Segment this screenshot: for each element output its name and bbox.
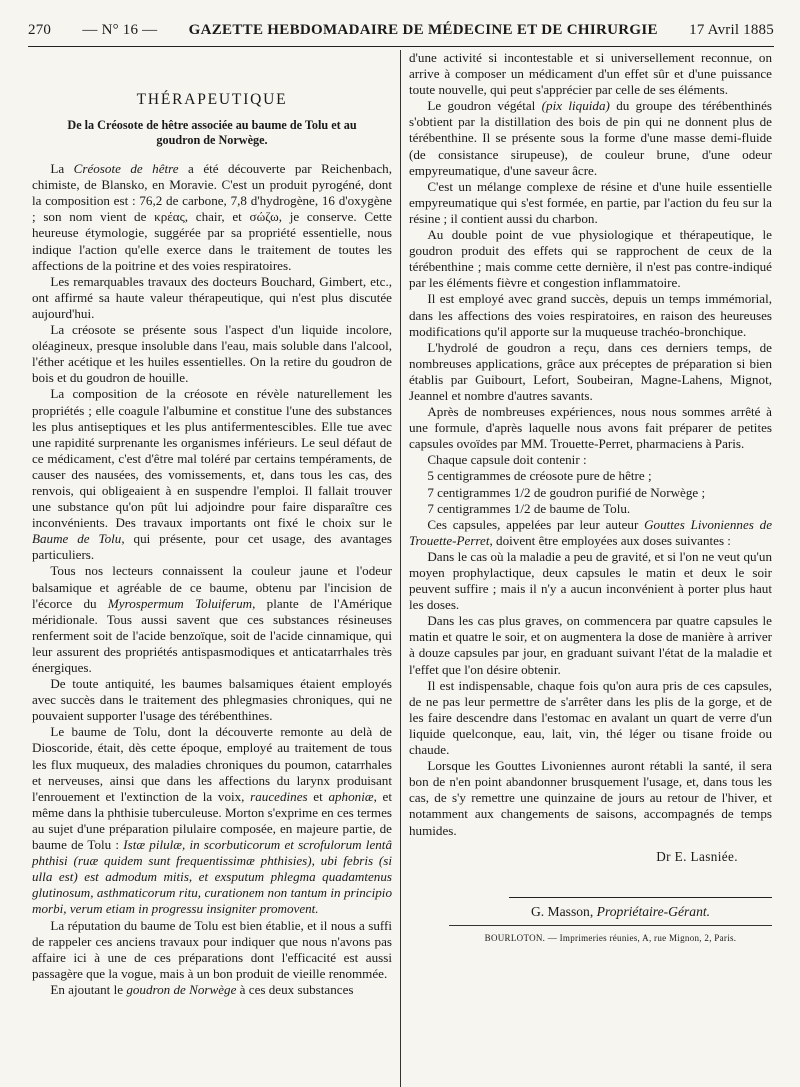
right-column-body (409, 50, 772, 839)
paragraph: Il est indispensable, chaque fois qu'on aura pris de ces capsules, de ne pas leur permettre de s'arrêter dans les plis de la gorge, et de les faire descendre dans l'estomac en avalant un quart de verre d'un liquide quelconque, eau, lait, vin, thé léger ou tisane froide ou chaude. (409, 677, 772, 758)
paragraph: L'hydrolé de goudron a reçu, dans ces derniers temps, de nombreuses applications, grâce aux préceptes de préparation si bien établis par Guibourt, Lefort, Soubeiran, Magne-Lahens, Mignot, Jeannel et nombre d'autres savants. (409, 339, 772, 403)
page-number: 270 (28, 21, 52, 38)
paragraph: La Créosote de hêtre a été découverte par Reichenbach, chimiste, de Blansko, en Moravie. C'est un produit pyrogéné, dont la composition est : 76,2 de carbone, 7,8 d'hydrogène, 16 d'oxygène ; son nom vient de κρέας, chair, et σώζω, je conserve. Cette heureuse étymologie, suggérée par sa propriété essentielle, nous indique l'action qu'elle exerce dans le traitement de toutes les affections de la poitrine et des voies respiratoires. (32, 161, 393, 273)
paragraph: Les remarquables travaux des docteurs Bouchard, Gimbert, etc., ont affirmé sa haute valeur thérapeutique, qui n'est plus discutée aujourd'hui. (32, 273, 392, 321)
article-subtitle: De la Créosote de hêtre associée au baume de Tolu et au goudron de Norwège. (67, 118, 357, 148)
printer-line: BOURLOTON. — Imprimeries réunies, A, rue Mignon, 2, Paris. (484, 932, 737, 943)
paragraph: Il est employé avec grand succès, depuis un temps immémorial, dans les affections des voies respiratoires, en raison des heureuses modifications qu'il apporte sur la muqueuse trachéo-bronchique. (409, 291, 772, 339)
right-column (401, 50, 774, 1087)
left-column-body (32, 161, 392, 998)
paragraph: Au double point de vue physiologique et thérapeutique, le goudron produit des effets qui se rapprochent de ceux de la térébenthine ; mais comme cette dernière, il n'est pas contre-indiqué par les éléments fièvre et congestion inflammatoire. (409, 227, 772, 291)
paragraph: Lorsque les Gouttes Livoniennes auront rétabli la santé, il sera bon de n'en point abandonner brusquement l'usage, et, dans tous les cas, de s'y remettre une quinzaine de jours au retour de l'hiver, et notamment aux changements de saisons, accompagnés de temps humides. (409, 758, 772, 838)
paragraph: 7 centigrammes 1/2 de goudron purifié de Norwège ; (427, 484, 706, 500)
printer-rule (449, 925, 772, 926)
section-title: THÉRAPEUTIQUE (136, 91, 288, 108)
issue-date: 17 Avril 1885 (689, 21, 774, 38)
paragraph: Tous nos lecteurs connaissent la couleur jaune et l'odeur balsamique et agréable de ce baume, obtenu par l'incision de l'écorce du Myrospermum Toluiferum, plante de l'Amérique méridionale. Tous aussi savent que ces substances résineuses renferment soit de l'acide benzoïque, soit de l'acide cinnamique, qui leur assurent des propriétés antispasmodiques et anticatarrhales très énergiques. (32, 563, 392, 675)
paragraph: C'est un mélange complexe de résine et d'une huile essentielle empyreumatique qui s'est formée, en partie, par l'action du feu sur la résine ; il contient aussi du charbon. (409, 178, 772, 226)
paragraph: Chaque capsule doit contenir : (427, 452, 587, 468)
paragraph: La réputation du baume de Tolu est bien établie, et il nous a suffi de rappeler ces anciens travaux pour indiquer que nous n'avons pas affaire ici à une de ces préparations dont l'efficacité est aussi passagère que la vogue, mais à un bon produit de vieille renommée. (32, 917, 392, 981)
issue-number: — N° 16 — (82, 21, 158, 38)
author-signature: Dr E. Lasniée. (656, 848, 738, 864)
paragraph: 7 centigrammes 1/2 de baume de Tolu. (427, 500, 631, 516)
paragraph: Le goudron végétal (pix liquida) du groupe des térébenthinés s'obtient par la distillation des bois de pin qui ne donnent plus de térébenthine. Il se présente sous la forme d'une masse demi-fluide (de consistance sirupeuse), de couleur brune, d'une odeur empyreumatique, d'une saveur âcre. (409, 98, 773, 178)
paragraph: En ajoutant le goudron de Norwège à ces deux substances (50, 981, 354, 997)
paragraph: Dans les cas plus graves, on commencera par quatre capsules le matin et quatre le soir, et on augmentera la dose de manière à arriver à douze capsules par jour, en graduant suivant l'état de la maladie et l'effet que l'on désire obtenir. (409, 613, 772, 677)
paragraph: La composition de la créosote en révèle naturellement les propriétés ; elle coagule l'albumine et constitue l'une des substances les plus antiseptiques et les plus antifermentescibles. Elle tue avec une rapidité surprenante les organismes inférieurs. Le seul défaut de ce médicament, c'est d'être mal toléré par certains tempéraments, de causer des nausées, des vomissements, et, dans tous les cas, des renvois, qui obligeaient à en suspendre l'emploi. Il fallait trouver une substance qu'on pût lui adjoindre pour faire disparaître ces inconvénients. Des travaux importants ont fixé le choix sur le Baume de Tolu, qui présente, pour cet usage, des avantages particuliers. (32, 386, 392, 563)
running-head (28, 14, 774, 47)
paragraph: Le baume de Tolu, dont la découverte remonte au delà de Dioscoride, était, dès cette époque, employé au traitement de tous les flux muqueux, des maladies chroniques du poumon, catarrhales et nerveuses, ainsi que dans les affections du larynx produisant l'enrouement et l'extinction de la voix, raucedines et aphoniæ, et même dans la phthisie tuberculeuse. Morton s'exprime en ces termes au sujet d'une préparation pilulaire composée, en majeure partie, de baume de Tolu : Istæ pilulæ, in scorbuticorum et scrofulorum lentâ phthisi (ruæ quidem sunt frequentissimæ phthisies), ubi febris (si ulla est) est admodum mitis, et exsputum phlegma quadamtenus glutinosum, asthmaticorum ritu, curationem non tantum in principio morbi, verum etiam in progressu insigniter promovent. (32, 724, 392, 917)
footer-rule (509, 897, 772, 898)
paragraph: La créosote se présente sous l'aspect d'un liquide incolore, oléagineux, presque insoluble dans l'eau, mais soluble dans l'alcool, l'éther acétique et les huiles essentielles. On la retire du goudron de bois et du goudron de houille. (32, 322, 392, 386)
paragraph: De toute antiquité, les baumes balsamiques étaient employés avec succès dans le traitement des phlegmasies chroniques, qui ne pouvaient supporter l'usage des térébenthines. (32, 676, 392, 724)
journal-title: GAZETTE HEBDOMADAIRE DE MÉDECINE ET DE CHIRURGIE (188, 21, 658, 38)
article-columns (28, 50, 774, 1087)
paragraph: d'une activité si incontestable et si universellement reconnue, on arrive à composer un médicament d'un effet sûr et d'une puissance toute nouvelle, qui peut s'apprécier par celle de ses éléments. (409, 50, 772, 98)
paragraph: 5 centigrammes de créosote pure de hêtre ; (427, 468, 652, 484)
paragraph: Dans le cas où la maladie a peu de gravité, et si l'on ne veut qu'un moyen prophylactique, deux capsules le matin et deux le soir peuvent suffire ; mais il n'y a aucun inconvénient à porter plus haut les doses. (409, 548, 772, 613)
left-column (28, 50, 401, 1087)
paragraph: Ces capsules, appelées par leur auteur Gouttes Livoniennes de Trouette-Perret, doivent être employées aux doses suivantes : (409, 516, 772, 548)
paragraph: Après de nombreuses expériences, nous nous sommes arrêté à une formule, d'après laquelle nous avons fait préparer de petites capsules ovoïdes par MM. Trouette-Perret, pharmaciens à Paris. (409, 404, 772, 452)
publisher-line: G. Masson, Propriétaire-Gérant. (530, 903, 711, 919)
